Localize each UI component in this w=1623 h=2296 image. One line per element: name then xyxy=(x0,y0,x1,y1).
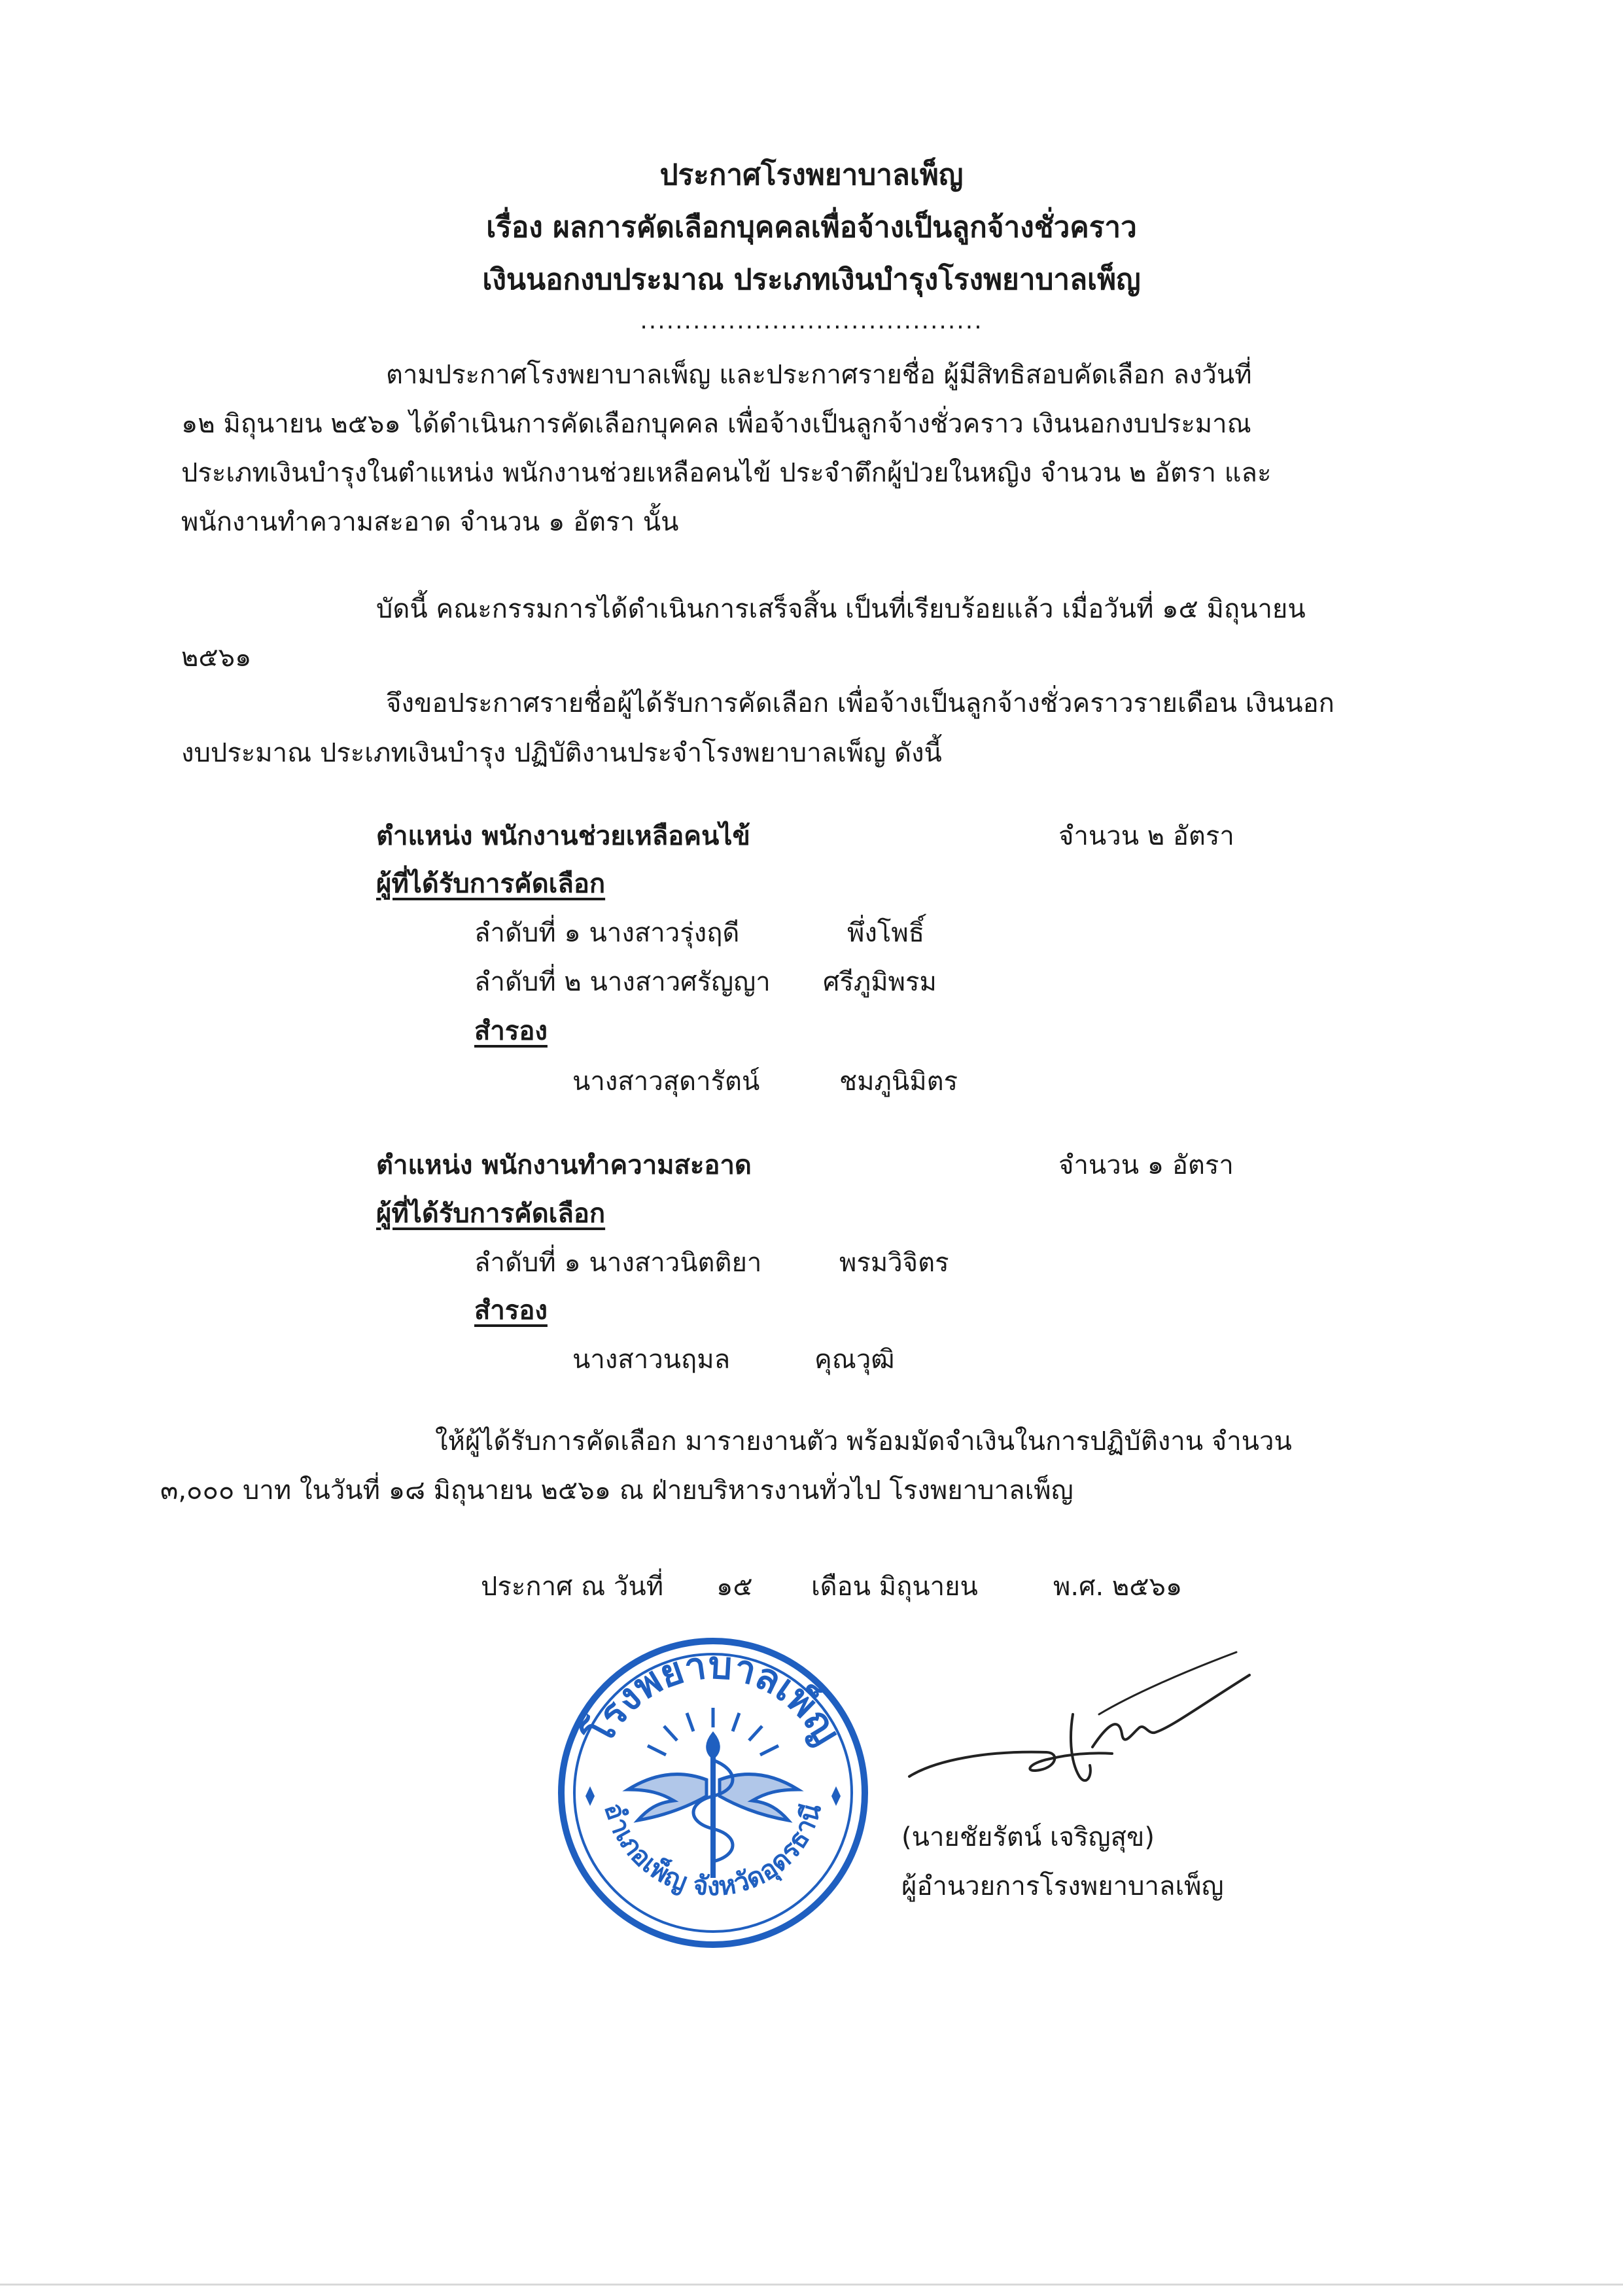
paragraph2-line1: บัดนี้ คณะกรรมการได้ดำเนินการเสร็จสิ้น เป็นที่เรียบร้อยแล้ว เมื่อวันที่ ๑๕ มิถุนายน xyxy=(376,594,1306,624)
position1-reserve-surname: ชมภูนิมิตร xyxy=(839,1067,958,1097)
position2-reserve-heading: สำรอง xyxy=(474,1296,548,1326)
position2-reserve-surname: คุณวุฒิ xyxy=(814,1345,895,1375)
title-line-2: เรื่อง ผลการคัดเลือกบุคคลเพื่อจ้างเป็นลูกจ้างชั่วคราว xyxy=(486,211,1137,244)
position1-selected-1-rank: ลำดับที่ ๑ นางสาวรุ่งฤดี xyxy=(474,918,740,948)
signature-name: (นายชัยรัตน์ เจริญสุข) xyxy=(901,1822,1155,1852)
position2-reserve-name: นางสาวนฤมล xyxy=(572,1345,731,1375)
paragraph4-line2: ๓,๐๐๐ บาท ในวันที่ ๑๘ มิถุนายน ๒๕๖๑ ณ ฝ่ายบริหารงานทั่วไป โรงพยาบาลเพ็ญ xyxy=(160,1475,1073,1506)
position2-selected-1-rank: ลำดับที่ ๑ นางสาวนิตติยา xyxy=(474,1248,762,1278)
paragraph1-line1: ตามประกาศโรงพยาบาลเพ็ญ และประกาศรายชื่อ ผู้มีสิทธิสอบคัดเลือก ลงวันที่ xyxy=(386,360,1252,390)
position1-selected-2-surname: ศรีภูมิพรม xyxy=(823,967,937,997)
paragraph1-line4: พนักงานทำความสะอาด จำนวน ๑ อัตรา นั้น xyxy=(181,507,679,537)
position1-reserve-name: นางสาวสุดารัตน์ xyxy=(572,1067,760,1097)
title-line-3: เงินนอกงบประมาณ ประเภทเงินบำรุงโรงพยาบาลเพ็ญ xyxy=(482,263,1141,296)
position1-selected-2-rank: ลำดับที่ ๒ นางสาวศรัญญา xyxy=(474,967,771,997)
announce-date-day: ๑๕ xyxy=(716,1572,753,1602)
position1-selected-heading: ผู้ที่ได้รับการคัดเลือก xyxy=(376,869,606,899)
hospital-seal xyxy=(550,1629,877,1956)
seal-bottom-text: อำเภอเพ็ญ จังหวัดอุดรธานี xyxy=(598,1799,828,1902)
seal-star-right-icon xyxy=(831,1786,841,1806)
position2-title: ตำแหน่ง พนักงานทำความสะอาด xyxy=(376,1150,752,1180)
paragraph1-line3: ประเภทเงินบำรุงในตำแหน่ง พนักงานช่วยเหลือคนไข้ ประจำตึกผู้ป่วยในหญิง จำนวน ๒ อัตรา และ xyxy=(181,458,1272,488)
signature-position: ผู้อำนวยการโรงพยาบาลเพ็ญ xyxy=(901,1871,1224,1901)
announce-date-month: เดือน มิถุนายน xyxy=(811,1572,978,1602)
position2-selected-1-surname: พรมวิจิตร xyxy=(839,1248,949,1278)
page-bottom-edge xyxy=(0,2284,1623,2286)
position1-title: ตำแหน่ง พนักงานช่วยเหลือคนไข้ xyxy=(376,821,750,851)
position1-count: จำนวน ๒ อัตรา xyxy=(1058,821,1234,851)
announce-date-year: พ.ศ. ๒๕๖๑ xyxy=(1053,1572,1183,1602)
position1-selected-1-surname: พึ่งโพธิ์ xyxy=(847,918,925,948)
position2-count: จำนวน ๑ อัตรา xyxy=(1058,1150,1234,1180)
paragraph3-line2: งบประมาณ ประเภทเงินบำรุง ปฏิบัติงานประจำโรงพยาบาลเพ็ญ ดังนี้ xyxy=(181,738,942,768)
seal-star-left-icon xyxy=(585,1786,595,1806)
position1-reserve-heading: สำรอง xyxy=(474,1016,548,1046)
paragraph1-line2: ๑๒ มิถุนายน ๒๕๖๑ ได้ดำเนินการคัดเลือกบุคคล เพื่อจ้างเป็นลูกจ้างชั่วคราว เงินนอกงบประมาณ xyxy=(181,409,1251,439)
title-line-1: ประกาศโรงพยาบาลเพ็ญ xyxy=(659,158,964,192)
director-signature xyxy=(896,1636,1263,1806)
position2-selected-heading: ผู้ที่ได้รับการคัดเลือก xyxy=(376,1199,606,1229)
paragraph2-line2: ๒๕๖๑ xyxy=(181,643,252,673)
seal-top-text: โรงพยาบาลเพ็ญ xyxy=(576,1642,850,1752)
title-separator: ....................................... xyxy=(640,308,983,334)
announce-date-prefix: ประกาศ ณ วันที่ xyxy=(481,1572,664,1602)
paragraph4-line1: ให้ผู้ได้รับการคัดเลือก มารายงานตัว พร้อมมัดจำเงินในการปฏิบัติงาน จำนวน xyxy=(435,1426,1292,1457)
paragraph3-line1: จึงขอประกาศรายชื่อผู้ได้รับการคัดเลือก เพื่อจ้างเป็นลูกจ้างชั่วคราวรายเดือน เงินนอก xyxy=(386,688,1335,718)
